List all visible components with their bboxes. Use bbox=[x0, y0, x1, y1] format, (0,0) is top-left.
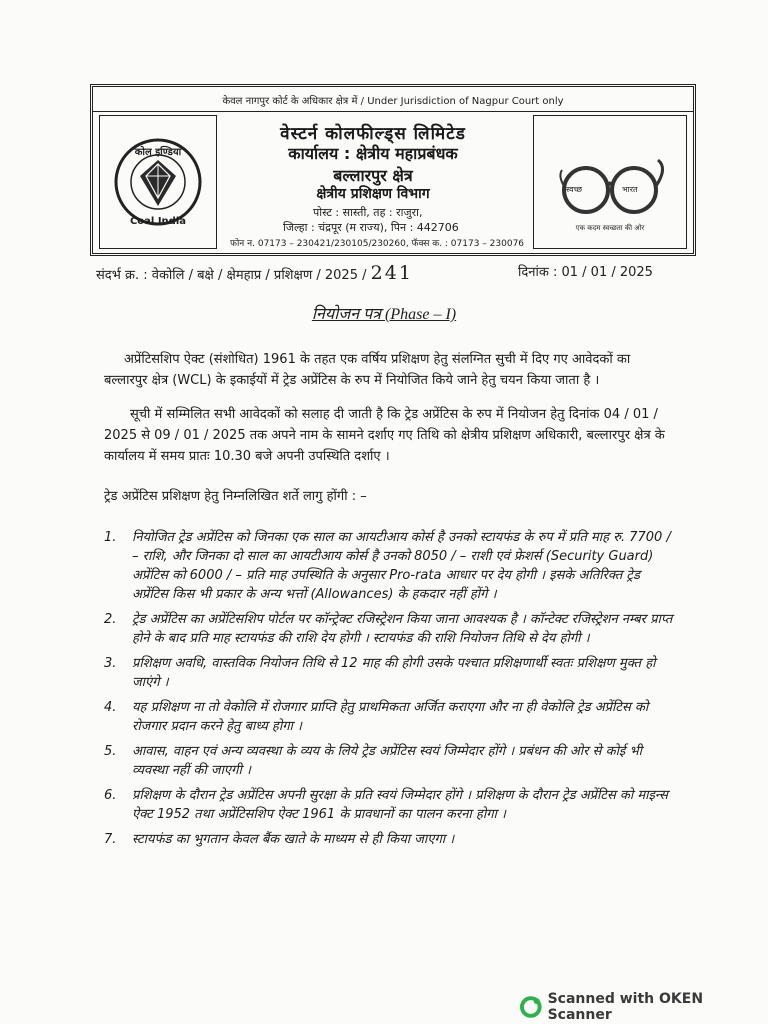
terms-heading: ट्रेड अप्रेंटिस प्रशिक्षण हेतु निम्नलिखित शर्ते लागु होंगी : – bbox=[104, 489, 367, 504]
letterhead bbox=[90, 84, 696, 256]
list-item bbox=[96, 654, 678, 692]
oken-logo-icon bbox=[520, 996, 542, 1018]
instruction-paragraph: सूची में सम्मिलित सभी आवेदकों को सलाह दी जाती है कि ट्रेड अप्रेंटिस के रुप में नियोजन हेतु दिनांक 04 / 01 / 2025 से 09 / 01 / 2025 तक अपने नाम के सामने दर्शाए गए तिथि को क्षेत्रीय प्रशिक्षण अधिकारी, बल्लारपुर क्षेत्र के कार्यालय में समय प्रातः 10.30 बजे अपनी उपस्थिति दर्शाए । bbox=[104, 407, 665, 464]
list-item bbox=[96, 610, 678, 648]
term-number: 5. bbox=[104, 744, 117, 759]
scanner-text: Scanned with OKEN Scanner bbox=[547, 991, 704, 1023]
intro-paragraph: अप्रेंटिसशिप ऐक्ट (संशोधित) 1961 के तहत एक वर्षिय प्रशिक्षण हेतु संलग्नित सुची में दिए गए आवेदकों का बल्लारपुर क्षेत्र (WCL) के इकाईयों में ट्रेड अप्रेंटिस के रुप में नियोजित किये जाने हेतु चयन किया जाता है । bbox=[104, 352, 631, 388]
coal-india-emblem-icon bbox=[100, 116, 216, 248]
jurisdiction-note: केवल नागपुर कोर्ट के अधिकार क्षेत्र में / Under Jurisdiction of Nagpur Court only bbox=[222, 96, 564, 107]
reference-number: 241 bbox=[370, 262, 413, 284]
phone-fax: फोन न. 07173 – 230421/230105/230260, फॅक्स क. : 07173 – 230076 bbox=[230, 239, 525, 249]
list-item bbox=[96, 698, 678, 736]
emblem-right-text: भारत bbox=[622, 185, 638, 194]
letter-title-text: नियोजन पत्र (Phase – I) bbox=[311, 306, 457, 323]
list-item bbox=[96, 786, 678, 824]
coal-india-logo bbox=[99, 115, 217, 249]
office-name: कार्यालय : क्षेत्रीय महाप्रबंधक bbox=[288, 144, 458, 163]
reference-prefix: संदर्भ क्र. : वेकोलि / बक्षे / क्षेमहाप्र / प्रशिक्षण / 2025 / bbox=[96, 268, 367, 283]
term-number: 6. bbox=[104, 788, 117, 803]
term-text: नियोजित ट्रेड अप्रेंटिस को जिनका एक साल का आयटीआय कोर्स है उनको स्टायफंड के रुप में प्रति माह रु. 7700 / – राशि, और जिनका दो साल का आयटीआय कोर्स है उनको 8050 / – राशी एवं फ्रेशर्स (Security Guard) अप्रेंटिस को 6000 / – प्रति माह उपस्थिति के अनुसार Pro-rata आधार पर देय होगी । इसके अतिरिक्त ट्रेड अप्रेंटिस किस भी प्रकार के अन्य भत्तों (Allowances) के हकदार नहीं होंगे । bbox=[132, 530, 671, 602]
term-text: स्टायफंड का भुगतान केवल बैंक खाते के माध्यम से ही किया जाएगा । bbox=[132, 832, 455, 847]
list-item bbox=[96, 830, 678, 849]
emblem-caption: एक कदम स्वच्छता की ओर bbox=[575, 224, 645, 232]
area-name: बल्लारपुर क्षेत्र bbox=[333, 166, 413, 185]
term-number: 2. bbox=[104, 612, 117, 627]
letter-date: दिनांक : 01 / 01 / 2025 bbox=[518, 265, 653, 280]
term-text: आवास, वाहन एवं अन्य व्यवस्था के व्यय के लिये ट्रेड अप्रेंटिस स्वयं जिम्मेदार होंगे । प्रबंधन की ओर से कोई भी व्यवस्था नहीं की जाएगी । bbox=[132, 744, 642, 778]
term-text: यह प्रशिक्षण ना तो वेकोलि में रोजगार प्राप्ति हेतु प्राथमिकता अर्जित कराएगा और ना ही वेकोलि ट्रेड अप्रेंटिस को रोजगार प्रदान करने हेतु बाध्य होगा । bbox=[132, 700, 649, 734]
divider bbox=[93, 111, 693, 112]
logo-text-bottom: Coal India bbox=[129, 216, 187, 227]
term-number: 4. bbox=[104, 700, 117, 715]
department-name: क्षेत्रीय प्रशिक्षण विभाग bbox=[316, 186, 430, 202]
list-item bbox=[96, 528, 678, 604]
scanner-watermark bbox=[520, 991, 768, 1023]
company-name: वेस्टर्न कोलफील्ड्स लिमिटेड bbox=[280, 124, 466, 144]
list-item bbox=[96, 742, 678, 780]
emblem-left-text: स्वच्छ bbox=[566, 185, 583, 194]
terms-list bbox=[96, 528, 678, 855]
post-address: पोस्ट : सास्ती, तह : राजुरा, bbox=[313, 206, 423, 219]
term-text: ट्रेड अप्रेंटिस का अप्रेंटिसशिप पोर्टल पर कॉन्ट्रेक्ट रजिस्ट्रेशन किया जाना आवश्यक है । कॉन्टेक्ट रजिस्ट्रेशन नम्बर प्राप्त होने के बाद प्रति माह स्टायफंड की राशि देय होगी । स्टायफंड की राशि नियोजन तिथि से देय होगी । bbox=[132, 612, 673, 646]
district-address: जिल्हा : चंद्रपूर (म राज्य), पिन : 442706 bbox=[283, 221, 459, 234]
term-text: प्रशिक्षण के दौरान ट्रेड अप्रेंटिस अपनी सुरक्षा के प्रति स्वयं जिम्मेदार होंगे । प्रशिक्षण के दौरान ट्रेड अप्रेंटिस को माइन्स ऐक्ट 1952 तथा अप्रेंटिसशिप ऐक्ट 1961 के प्रावधानों का पालन करना होगा । bbox=[132, 788, 668, 822]
reference-line bbox=[96, 262, 413, 284]
term-number: 7. bbox=[104, 832, 117, 847]
letter-title bbox=[0, 302, 768, 324]
term-number: 3. bbox=[104, 656, 117, 671]
term-text: प्रशिक्षण अवधि, वास्तविक नियोजन तिथि से 12 माह की होगी उसके पश्चात प्रशिक्षणार्थी स्वतः प्रशिक्षण मुक्त हो जाएंगे । bbox=[132, 656, 656, 690]
logo-text-top: कोल इण्डिया bbox=[134, 147, 182, 158]
swachh-bharat-emblem bbox=[533, 115, 687, 249]
term-number: 1. bbox=[104, 530, 117, 545]
